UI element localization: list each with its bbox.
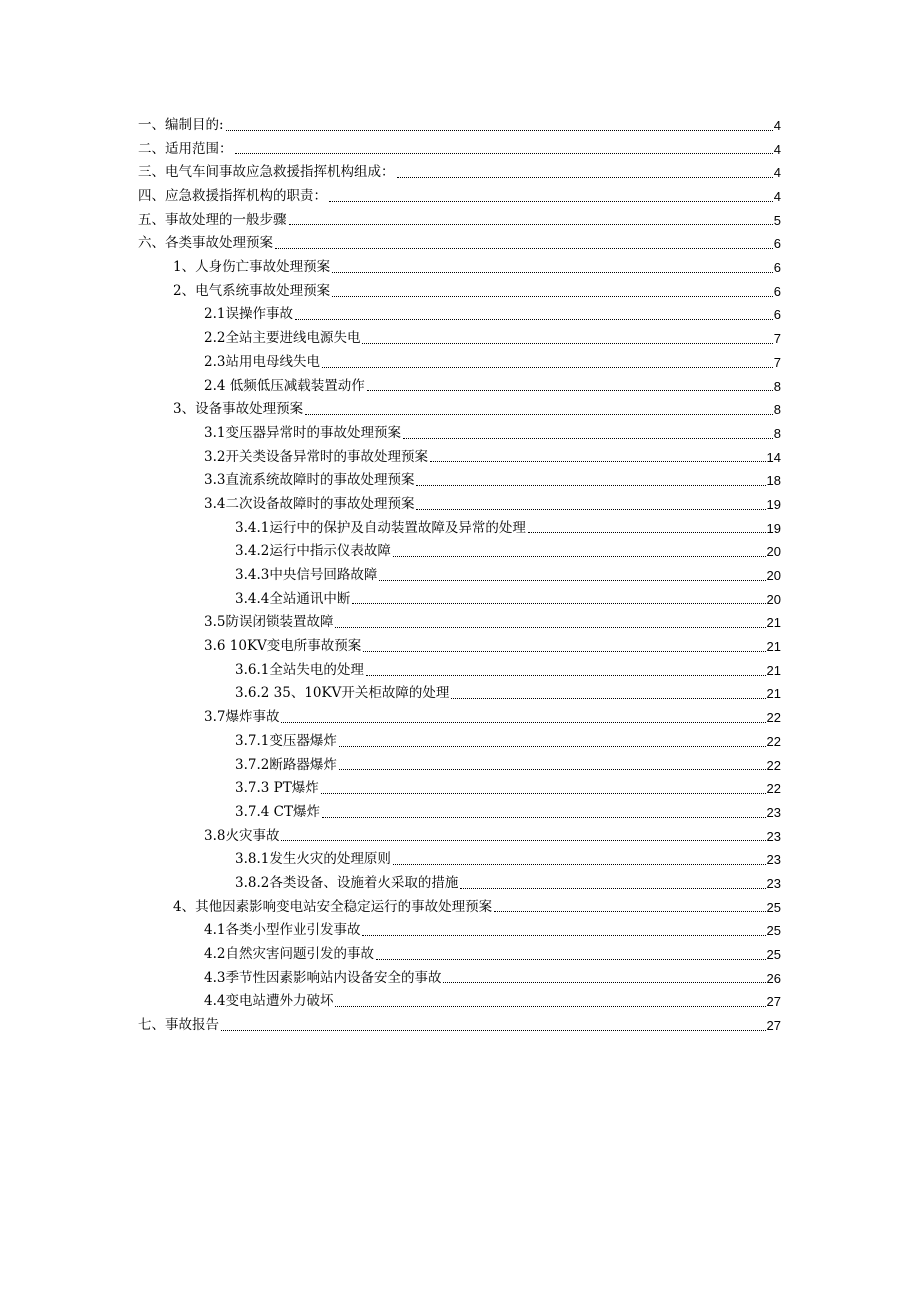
toc-page-number: 27 [766, 1018, 781, 1034]
toc-entry-label: 4.4变电站遭外力破坏 [204, 993, 334, 1010]
toc-page-number: 21 [766, 639, 781, 655]
toc-dot-leader [305, 414, 773, 415]
toc-page-number: 4 [773, 189, 781, 205]
toc-entry-label: 3.5防误闭锁装置故障 [204, 614, 334, 631]
toc-dot-leader [335, 627, 765, 628]
toc-dot-leader [430, 461, 766, 462]
toc-entry[interactable] [138, 967, 781, 991]
toc-dot-leader [335, 1006, 765, 1007]
toc-dot-leader [329, 201, 773, 202]
toc-entry[interactable] [138, 185, 781, 209]
toc-page-number: 22 [766, 733, 781, 749]
toc-entry[interactable] [138, 138, 781, 162]
toc-entry-label: 2.3站用电母线失电 [204, 353, 320, 370]
toc-page-number: 19 [766, 520, 781, 536]
toc-entry-label: 3.3直流系统故障时的事故处理预案 [204, 472, 415, 489]
toc-dot-leader [397, 177, 773, 178]
toc-dot-leader [321, 793, 766, 794]
toc-entry-label: 3.7.3 PT爆炸 [235, 780, 319, 797]
toc-dot-leader [281, 840, 765, 841]
toc-entry[interactable] [138, 896, 781, 920]
toc-entry[interactable] [138, 919, 781, 943]
toc-entry[interactable] [138, 943, 781, 967]
toc-page-number: 27 [766, 994, 781, 1010]
toc-page-number: 8 [773, 402, 781, 418]
toc-page-number: 26 [766, 970, 781, 986]
toc-page-number: 20 [766, 568, 781, 584]
toc-entry-label: 4.3季节性因素影响站内设备安全的事故 [204, 969, 442, 986]
toc-dot-leader [362, 935, 765, 936]
toc-page-number: 19 [766, 496, 781, 512]
toc-dot-leader [393, 556, 766, 557]
toc-entry-label: 五、事故处理的一般步骤 [138, 211, 287, 228]
toc-page-number: 6 [773, 307, 781, 323]
toc-entry-label: 2、电气系统事故处理预案 [173, 282, 331, 299]
toc-page-number: 22 [766, 710, 781, 726]
toc-dot-leader [494, 911, 765, 912]
toc-page-number: 4 [773, 141, 781, 157]
toc-entry-label: 3.8.1发生火灾的处理原则 [235, 851, 391, 868]
toc-entry-label: 3.4.2运行中指示仪表故障 [235, 543, 391, 560]
toc-entry-label: 3.6.2 35、10KV开关柜故障的处理 [235, 685, 450, 702]
toc-entry[interactable] [138, 256, 781, 280]
toc-dot-leader [352, 603, 765, 604]
toc-dot-leader [363, 651, 765, 652]
toc-page-number: 7 [773, 331, 781, 347]
toc-entry-label: 六、各类事故处理预案 [138, 235, 273, 252]
toc-entry[interactable] [138, 564, 781, 588]
toc-page-number: 25 [766, 923, 781, 939]
toc-page-number: 8 [773, 378, 781, 394]
toc-dot-leader [332, 296, 773, 297]
toc-page-number: 6 [773, 260, 781, 276]
toc-entry[interactable] [138, 540, 781, 564]
toc-page-number: 20 [766, 544, 781, 560]
toc-dot-leader [295, 319, 773, 320]
toc-entry-label: 4.1各类小型作业引发事故 [204, 922, 361, 939]
toc-page-number: 5 [773, 212, 781, 228]
toc-dot-leader [403, 438, 773, 439]
toc-entry-label: 3.7.1变压器爆炸 [235, 732, 337, 749]
toc-entry-label: 七、事故报告 [138, 1017, 219, 1034]
toc-entry[interactable] [138, 706, 781, 730]
toc-dot-leader [528, 532, 766, 533]
toc-page-number: 23 [766, 828, 781, 844]
toc-page-number: 25 [766, 899, 781, 915]
toc-entry[interactable] [138, 635, 781, 659]
toc-entry-label: 3.2开关类设备异常时的事故处理预案 [204, 448, 428, 465]
toc-page-number: 4 [773, 117, 781, 133]
toc-page-number: 4 [773, 165, 781, 181]
toc-dot-leader [362, 343, 772, 344]
toc-entry[interactable] [138, 375, 781, 399]
toc-entry-label: 3.7爆炸事故 [204, 709, 280, 726]
toc-page-number: 6 [773, 283, 781, 299]
toc-entry[interactable] [138, 398, 781, 422]
toc-entry-label: 3.4.3中央信号回路故障 [235, 567, 378, 584]
toc-entry[interactable] [138, 754, 781, 778]
toc-page-number: 21 [766, 662, 781, 678]
toc-entry-label: 2.4 低频低压减载装置动作 [204, 377, 365, 394]
toc-dot-leader [281, 722, 765, 723]
toc-entry[interactable] [138, 517, 781, 541]
toc-entry[interactable] [138, 469, 781, 493]
toc-entry-label: 一、编制目的: [138, 116, 224, 133]
toc-dot-leader [416, 509, 765, 510]
toc-entry[interactable] [138, 659, 781, 683]
toc-entry-label: 2.2全站主要进线电源失电 [204, 330, 361, 347]
toc-entry-label: 3.4.4全站通讯中断 [235, 590, 351, 607]
toc-entry-label: 二、适用范围： [138, 140, 233, 157]
toc-entry[interactable] [138, 422, 781, 446]
toc-entry[interactable] [138, 730, 781, 754]
table-of-contents [138, 114, 781, 1038]
toc-page-number: 18 [766, 473, 781, 489]
toc-entry[interactable] [138, 801, 781, 825]
toc-entry-label: 3.1变压器异常时的事故处理预案 [204, 424, 401, 441]
toc-dot-leader [393, 864, 766, 865]
toc-page-number: 22 [766, 757, 781, 773]
toc-entry[interactable] [138, 611, 781, 635]
toc-dot-leader [332, 272, 773, 273]
toc-entry[interactable] [138, 232, 781, 256]
toc-entry[interactable] [138, 280, 781, 304]
toc-page-number: 20 [766, 591, 781, 607]
toc-entry-label: 3.6 10KV变电所事故预案 [204, 638, 362, 655]
toc-entry[interactable] [138, 351, 781, 375]
toc-page-number: 23 [766, 852, 781, 868]
toc-entry[interactable] [138, 777, 781, 801]
toc-entry[interactable] [138, 1014, 781, 1038]
toc-dot-leader [376, 959, 766, 960]
toc-dot-leader [339, 746, 766, 747]
toc-dot-leader [289, 224, 773, 225]
toc-page-number: 6 [773, 236, 781, 252]
toc-dot-leader [339, 769, 766, 770]
toc-entry[interactable] [138, 872, 781, 896]
toc-dot-leader [366, 675, 766, 676]
toc-entry-label: 3.8.2各类设备、设施着火采取的措施 [235, 874, 459, 891]
toc-entry[interactable] [138, 990, 781, 1014]
toc-entry[interactable] [138, 114, 781, 138]
toc-dot-leader [322, 367, 773, 368]
toc-dot-leader [451, 698, 765, 699]
toc-entry[interactable] [138, 209, 781, 233]
toc-entry-label: 4、其他因素影响变电站安全稳定运行的事故处理预案 [173, 898, 493, 915]
toc-dot-leader [275, 248, 773, 249]
toc-dot-leader [443, 982, 765, 983]
toc-entry[interactable] [138, 327, 781, 351]
toc-entry-label: 4.2自然灾害问题引发的事故 [204, 946, 374, 963]
toc-entry-label: 三、电气车间事故应急救援指挥机构组成： [138, 164, 395, 181]
toc-page-number: 14 [766, 449, 781, 465]
toc-entry[interactable] [138, 588, 781, 612]
toc-entry[interactable] [138, 825, 781, 849]
toc-entry[interactable] [138, 683, 781, 707]
toc-dot-leader [379, 580, 765, 581]
toc-entry[interactable] [138, 161, 781, 185]
toc-entry-label: 3.4.1运行中的保护及自动装置故障及异常的处理 [235, 519, 526, 536]
toc-entry[interactable] [138, 493, 781, 517]
toc-entry-label: 3.8火灾事故 [204, 827, 280, 844]
toc-dot-leader [226, 130, 773, 131]
toc-entry-label: 3、设备事故处理预案 [173, 401, 304, 418]
toc-entry[interactable] [138, 446, 781, 470]
toc-page-number: 21 [766, 615, 781, 631]
toc-dot-leader [416, 485, 765, 486]
toc-dot-leader [460, 888, 765, 889]
toc-page-number: 23 [766, 875, 781, 891]
toc-entry[interactable] [138, 848, 781, 872]
toc-entry-label: 2.1误操作事故 [204, 306, 293, 323]
toc-entry-label: 四、应急救援指挥机构的职责： [138, 188, 327, 205]
toc-entry-label: 3.6.1全站失电的处理 [235, 661, 364, 678]
toc-entry-label: 1、人身伤亡事故处理预案 [173, 259, 331, 276]
toc-page-number: 21 [766, 686, 781, 702]
toc-page-number: 25 [766, 947, 781, 963]
toc-entry[interactable] [138, 304, 781, 328]
toc-dot-leader [221, 1030, 766, 1031]
toc-dot-leader [367, 390, 773, 391]
toc-page-number: 22 [766, 781, 781, 797]
toc-page-number: 7 [773, 354, 781, 370]
toc-dot-leader [235, 153, 773, 154]
toc-page-number: 23 [766, 804, 781, 820]
toc-entry-label: 3.7.2断路器爆炸 [235, 756, 337, 773]
toc-page-number: 8 [773, 425, 781, 441]
toc-dot-leader [322, 817, 766, 818]
toc-entry-label: 3.7.4 CT爆炸 [235, 803, 320, 820]
toc-entry-label: 3.4二次设备故障时的事故处理预案 [204, 495, 415, 512]
